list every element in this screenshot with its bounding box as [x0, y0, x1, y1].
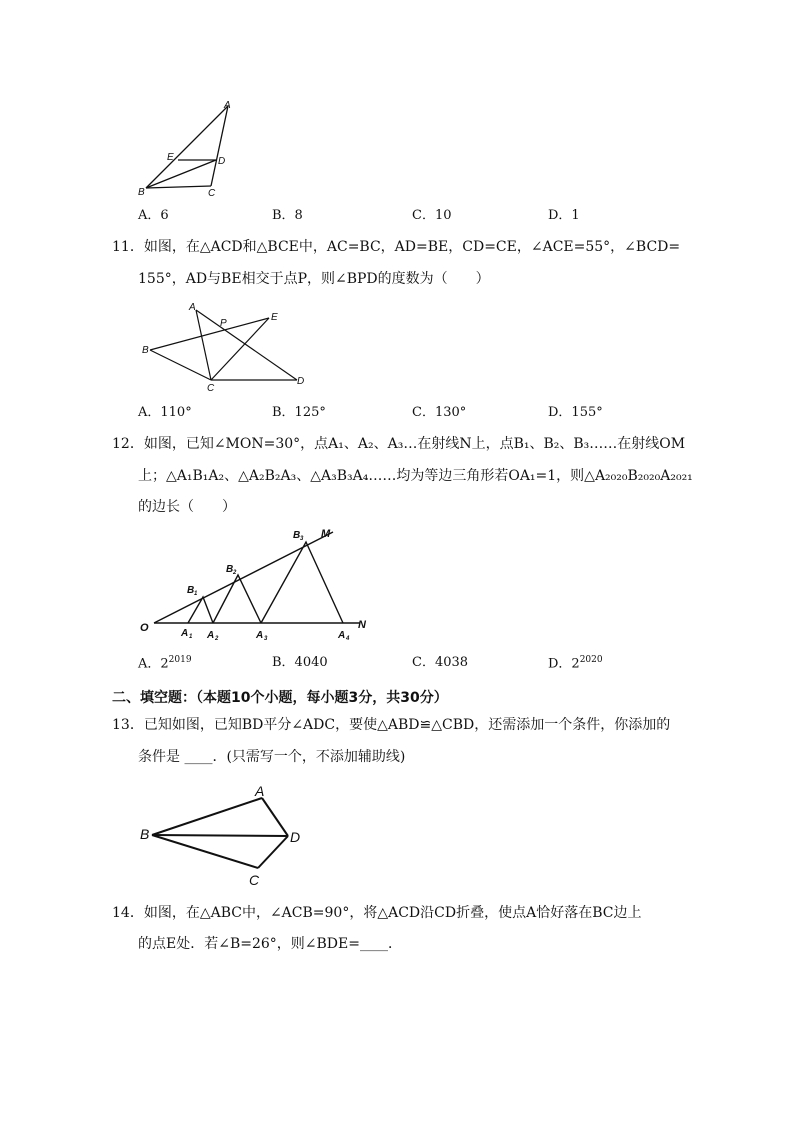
segment-cd	[258, 836, 288, 868]
label-b: B	[140, 826, 150, 842]
label-a4: A	[338, 630, 346, 641]
label-b1-sub: 1	[194, 591, 198, 597]
q14-text-line1: 14．如图，在△ABC中，∠ACB=90°，将△ACD沿CD折叠，使点A恰好落在BC边上	[112, 905, 642, 921]
q14-text-line2: 的点E处．若∠B=26°，则∠BDE=____．	[138, 936, 402, 952]
triangle-a1b1a2	[188, 597, 213, 623]
label-c: C	[207, 383, 215, 394]
label-b2: B	[226, 564, 234, 575]
segment-ac	[196, 310, 211, 380]
q11-option-d[interactable]: D．155°	[548, 405, 603, 420]
q12-option-d-base: D．2	[548, 656, 580, 672]
label-a3-sub: 3	[264, 636, 268, 642]
q12-option-a[interactable]	[138, 656, 192, 670]
label-a: A	[189, 302, 196, 313]
q13-text-line1: 13．已知如图，已知BD平分∠ADC，要使△ABD≌△CBD，还需添加一个条件，你添加的	[112, 717, 671, 733]
segment-bc	[152, 835, 258, 868]
q10-option-c[interactable]: C．10	[412, 208, 452, 223]
q11-text-line2: 155°，AD与BE相交于点P，则∠BPD的度数为（ ）	[138, 271, 490, 287]
label-p: P	[220, 318, 227, 329]
label-d: D	[218, 156, 226, 167]
label-a: A	[224, 100, 231, 111]
q10-option-a[interactable]: A．6	[138, 208, 169, 223]
triangle-a3b3a4	[261, 542, 343, 623]
figure-q10	[130, 98, 240, 198]
q11-option-c[interactable]: C．130°	[412, 405, 467, 420]
segment-be	[150, 318, 269, 350]
label-a3: A	[256, 630, 264, 641]
label-a2: A	[207, 630, 215, 641]
segment-bd	[152, 835, 288, 836]
label-c: C	[249, 872, 260, 888]
triangle-a2b2a3	[213, 575, 261, 623]
label-b: B	[142, 345, 149, 356]
figure-q12	[138, 522, 378, 644]
label-n: N	[358, 619, 366, 631]
segment-bc	[150, 350, 211, 380]
segment-bd	[146, 160, 216, 188]
label-a4-sub: 4	[346, 636, 350, 642]
figure-q11	[140, 300, 315, 395]
figure-q13	[138, 780, 318, 892]
q12-option-d[interactable]	[548, 656, 603, 670]
label-e: E	[271, 312, 278, 323]
segment-ab	[146, 106, 228, 188]
ray-om	[154, 532, 333, 623]
q13-text-line2: 条件是 ____．(只需写一个，不添加辅助线)	[138, 749, 406, 765]
label-d: D	[290, 829, 301, 845]
label-e: E	[167, 152, 174, 163]
segment-bc	[146, 186, 211, 188]
q12-option-b[interactable]: B．4040	[272, 655, 328, 670]
label-b3: B	[293, 530, 301, 541]
q10-option-d[interactable]: D．1	[548, 208, 580, 223]
q12-option-c[interactable]: C．4038	[412, 655, 469, 670]
q11-option-a[interactable]: A．110°	[138, 405, 192, 420]
q12-option-d-exponent: 2020	[579, 655, 603, 665]
q12-text-line2: 上；△A₁B₁A₂、△A₂B₂A₃、△A₃B₃A₄……均为等边三角形若OA₁=1，则△A₂₀₂₀B₂₀₂₀A₂₀₂₁	[138, 468, 693, 484]
label-m: M	[321, 528, 331, 540]
q11-option-b[interactable]: B．125°	[272, 405, 326, 420]
label-a: A	[255, 783, 265, 799]
q12-option-a-base: A．2	[138, 656, 169, 672]
label-b1: B	[187, 585, 195, 596]
label-d: D	[297, 376, 305, 387]
label-o: O	[140, 622, 149, 634]
label-a1-sub: 1	[189, 634, 193, 640]
q12-text-line1: 12．如图，已知∠MON=30°，点A₁、A₂、A₃…在射线N上，点B₁、B₂、B₃……在射线OM	[112, 436, 686, 452]
q12-option-a-exponent: 2019	[168, 655, 192, 665]
label-a1: A	[181, 628, 189, 639]
segment-ba	[152, 798, 262, 835]
segment-ad	[196, 310, 297, 380]
q12-text-line3: 的边长（ ）	[138, 499, 236, 515]
label-b: B	[138, 187, 145, 198]
section-fill-in-heading: 二、填空题：（本题10个小题，每小题3分，共30分）	[112, 690, 448, 706]
label-c: C	[208, 188, 216, 199]
label-b3-sub: 3	[300, 536, 304, 542]
segment-ac	[211, 106, 228, 186]
segment-ad	[262, 798, 288, 836]
q11-text-line1: 11．如图，在△ACD和△BCE中，AC=BC，AD=BE，CD=CE，∠ACE=55°，∠BCD=	[112, 239, 681, 255]
label-a2-sub: 2	[215, 636, 219, 642]
label-b2-sub: 2	[233, 570, 237, 576]
q10-option-b[interactable]: B．8	[272, 208, 303, 223]
